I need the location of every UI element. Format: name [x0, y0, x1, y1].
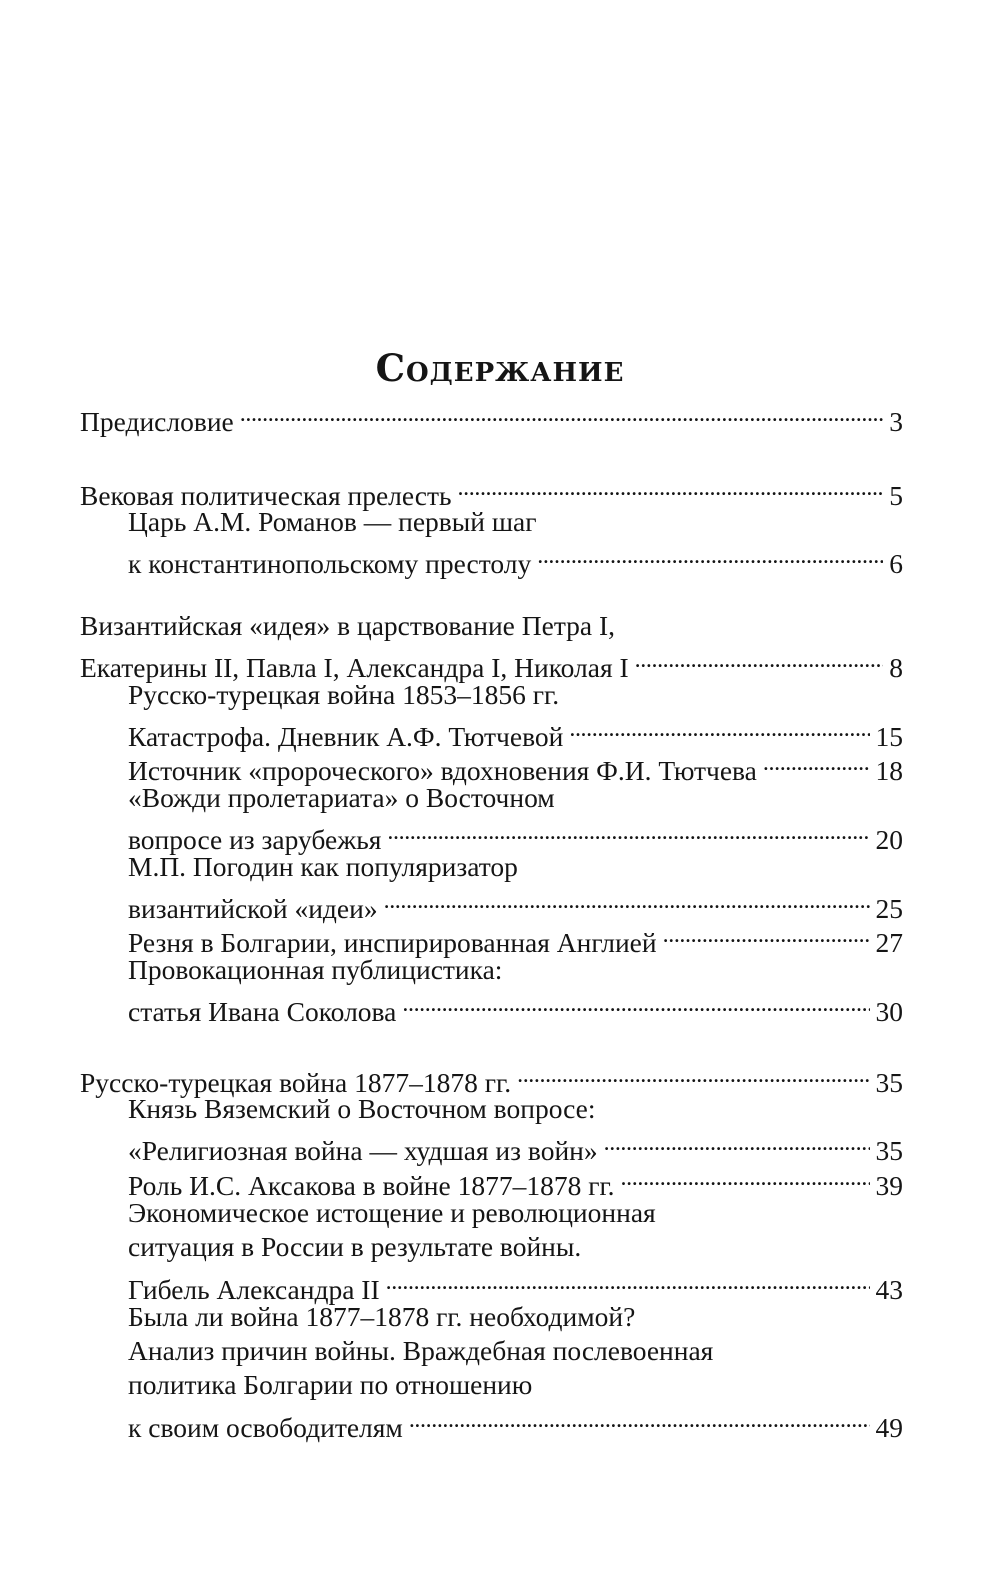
toc-entry-line[interactable]: М.П. Погодин как популяризатор — [128, 851, 518, 882]
toc-leader — [663, 918, 870, 952]
toc-entry[interactable] — [128, 712, 903, 752]
toc-leader — [537, 539, 883, 573]
toc-page-number: 3 — [889, 406, 903, 437]
toc-entry[interactable] — [128, 1161, 903, 1201]
toc-leader — [458, 471, 884, 505]
toc-entry[interactable] — [128, 746, 903, 786]
toc-entry-line[interactable]: Провокационная публицистика: — [128, 954, 503, 985]
toc-page-number: 49 — [875, 1412, 903, 1443]
toc-leader — [387, 815, 869, 849]
toc-page-number: 30 — [875, 996, 903, 1027]
toc-entry-line[interactable]: Анализ причин войны. Враждебная послевоенная — [128, 1335, 714, 1366]
toc-leader — [517, 1058, 869, 1092]
toc-entry-title: Гибель Александра II — [128, 1274, 380, 1305]
toc-entry-line[interactable]: Была ли война 1877–1878 гг. необходимой? — [128, 1301, 636, 1332]
toc-leader — [763, 746, 870, 780]
toc-entry[interactable] — [80, 397, 903, 437]
toc-entry[interactable] — [128, 987, 903, 1027]
toc-entry[interactable] — [128, 815, 903, 855]
toc-entry-line[interactable]: Русско-турецкая война 1853–1856 гг. — [128, 679, 560, 710]
toc-page-number: 25 — [875, 893, 903, 924]
toc-entry-line[interactable]: Князь Вяземский о Восточном вопросе: — [128, 1093, 596, 1124]
toc-entry-line[interactable]: политика Болгарии по отношению — [128, 1369, 533, 1400]
toc-entry[interactable] — [128, 1265, 903, 1305]
toc-page-number: 43 — [875, 1274, 903, 1305]
toc-entry-line[interactable]: Экономическое истощение и революционная — [128, 1197, 656, 1228]
toc-entry[interactable] — [80, 643, 903, 683]
toc-leader — [386, 1265, 870, 1299]
toc-entry-title: Предисловие — [80, 406, 234, 437]
toc-leader — [409, 1403, 870, 1437]
toc-entry[interactable] — [128, 918, 903, 958]
toc-entry[interactable] — [80, 471, 903, 511]
toc-leader — [402, 987, 869, 1021]
toc-page-number: 15 — [875, 721, 903, 752]
toc-leader — [621, 1161, 870, 1195]
toc-entry[interactable] — [128, 1126, 903, 1166]
toc-entry[interactable] — [128, 1403, 903, 1443]
toc-entry-title: Вековая политическая прелесть — [80, 480, 452, 511]
toc-entry-title: статья Ивана Соколова — [128, 996, 397, 1027]
toc-entry-title: к константинопольскому престолу — [128, 548, 532, 579]
toc-entry-title: к своим освободителям — [128, 1412, 403, 1443]
toc-entry-title: Катастрофа. Дневник А.Ф. Тютчевой — [128, 721, 564, 752]
toc-entry-line[interactable]: «Вожди пролетариата» о Восточном — [128, 782, 555, 813]
toc-entry-line[interactable]: Царь А.М. Романов — первый шаг — [128, 506, 537, 537]
toc-page-number: 6 — [889, 548, 903, 579]
toc-page-number: 18 — [875, 755, 903, 786]
toc-page-number: 39 — [875, 1170, 903, 1201]
toc-leader — [384, 884, 870, 918]
toc-page-number: 20 — [875, 824, 903, 855]
toc-entry-line[interactable]: ситуация в России в результате войны. — [128, 1231, 582, 1262]
toc-entry-title: Роль И.С. Аксакова в войне 1877–1878 гг. — [128, 1170, 615, 1201]
toc-entry-title: Русско-турецкая война 1877–1878 гг. — [80, 1067, 512, 1098]
toc-entry[interactable] — [80, 1058, 903, 1098]
page-title: Содержание — [375, 345, 625, 390]
toc-leader — [635, 643, 884, 677]
toc-entry-title: «Религиозная война — худшая из войн» — [128, 1135, 598, 1166]
toc-leader — [240, 397, 884, 431]
toc-entry[interactable] — [128, 539, 903, 579]
toc-entry-title: вопросе из зарубежья — [128, 824, 382, 855]
toc-entry-title: византийской «идеи» — [128, 893, 378, 924]
toc-leader — [569, 712, 869, 746]
toc-page-number: 35 — [875, 1067, 903, 1098]
toc-entry-title: Источник «пророческого» вдохновения Ф.И. Тютчева — [128, 755, 757, 786]
toc-entry-title: Резня в Болгарии, инспирированная Англией — [128, 927, 657, 958]
toc-leader — [604, 1126, 870, 1160]
toc-page-number: 27 — [875, 927, 903, 958]
toc-entry-line[interactable]: Византийская «идея» в царствование Петра I, — [80, 610, 616, 641]
toc-entry-title: Екатерины II, Павла I, Александра I, Николая I — [80, 652, 629, 683]
toc-page-number: 35 — [875, 1135, 903, 1166]
toc-page-number: 5 — [889, 480, 903, 511]
toc-page-number: 8 — [889, 652, 903, 683]
toc-entry[interactable] — [128, 884, 903, 924]
